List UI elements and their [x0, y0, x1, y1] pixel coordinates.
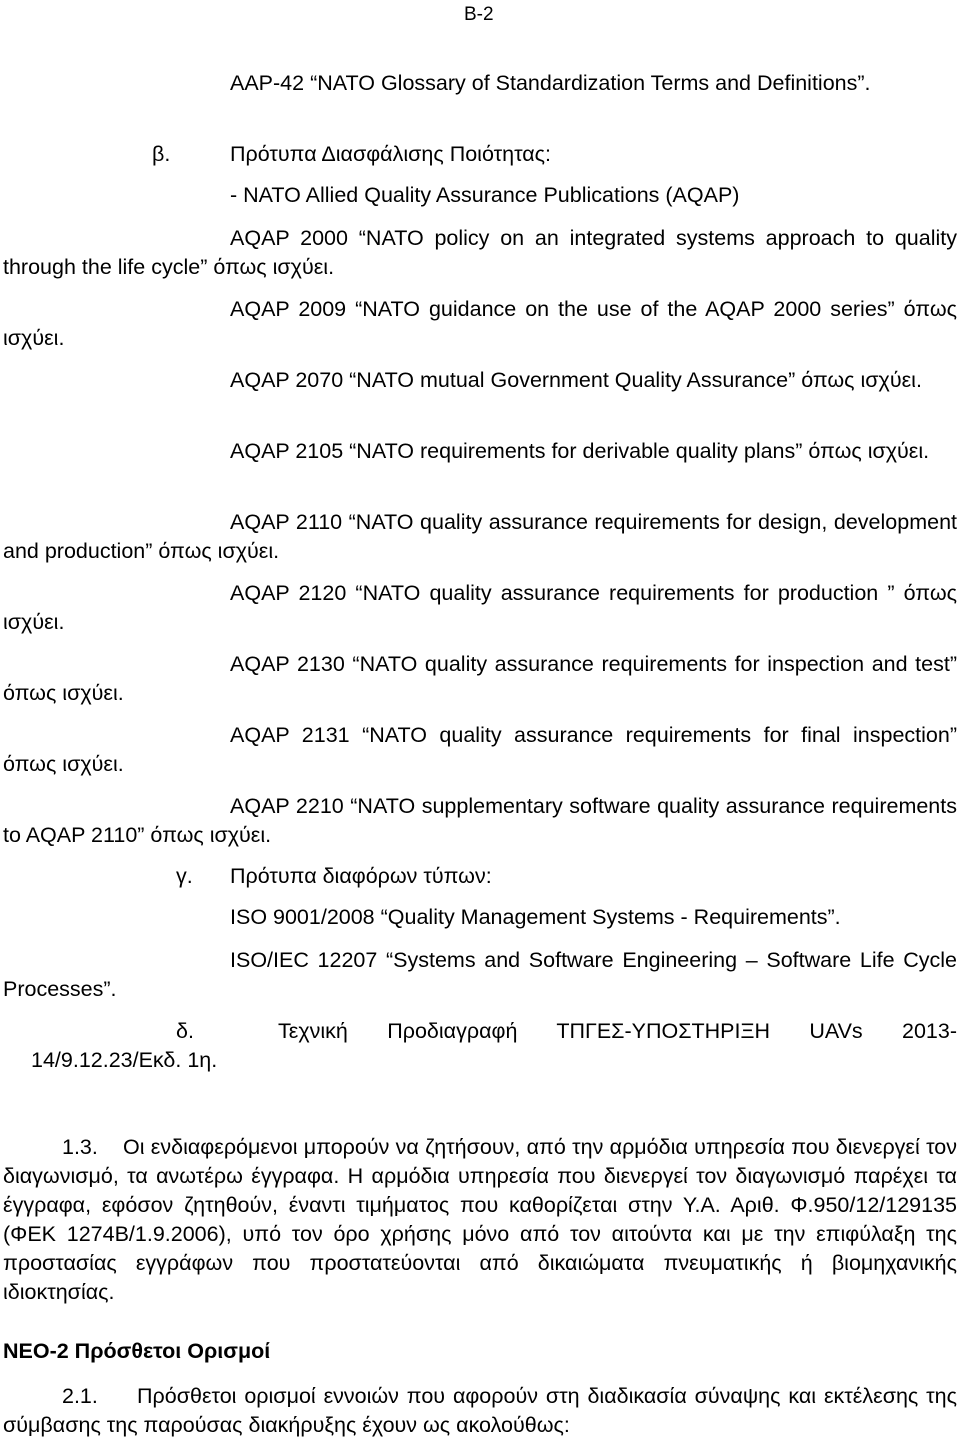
item-iso-9001: ISO 9001/2008 “Quality Management Systems - Requirements”. [230, 905, 841, 929]
section-1-3-text: Οι ενδιαφερόμενοι μπορούν να ζητήσουν, από την αρμόδια υπηρεσία που διενεργεί τον διαγωνισμό, τα ανωτέρω έγγραφα. Η αρμόδια υπηρεσία που διενεργεί τον διαγωνισμό παρέχει τα έγγραφα, εφόσον ζητηθούν, έναντι τιμήματος που καθορίζεται στην Υ.Α. Αριθ. Φ.950/12/129135 (ΦΕΚ 1274Β/1.9.2006), υπό τον όρο χρήσης μόνο από τον αιτούντα και με την επιφύλαξη της προστασίας εγγράφων που προστατεύονται από δικαιώματα πνευματικής ή βιομηχανικής ιδιοκτησίας. [3, 1135, 957, 1304]
section-number-2-1: 2.1. [62, 1384, 98, 1408]
item-aqap-2131: AQAP 2131 “NATO quality assurance requirements for final inspection” όπως ισχύει. [3, 723, 957, 776]
item-aqap-2210: AQAP 2210 “NATO supplementary software quality assurance requirements to AQAP 2110” όπως ισχύει. [3, 794, 957, 847]
page-number: B-2 [464, 4, 494, 25]
item-technical-spec: Τεχνική Προδιαγραφή ΤΠΓΕΣ-ΥΠΟΣΤΗΡΙΞΗ UAVs 2013- [278, 1019, 957, 1043]
section-2-1-text: Πρόσθετοι ορισμοί εννοιών που αφορούν στη διαδικασία σύναψης και εκτέλεσης της σύμβασης της παρούσας διακήρυξης έχουν ως ακολούθως: [3, 1384, 957, 1437]
item-aqap-2000: AQAP 2000 “NATO policy on an integrated systems approach to quality through the life cycle” όπως ισχύει. [3, 226, 957, 279]
item-aqap-2105: AQAP 2105 “NATO requirements for derivable quality plans” όπως ισχύει. [230, 439, 930, 463]
list-marker-beta: β. [152, 142, 171, 166]
item-other-standards: Πρότυπα διαφόρων τύπων: [230, 864, 492, 888]
list-marker-gamma: γ. [176, 864, 193, 888]
list-marker-delta: δ. [176, 1019, 194, 1043]
item-technical-spec-cont: 14/9.12.23/Εκδ. 1η. [31, 1048, 218, 1072]
section-number-1-3: 1.3. [62, 1135, 98, 1159]
item-aqap-publications: - NATO Allied Quality Assurance Publications (AQAP) [230, 183, 740, 207]
item-aqap-2130: AQAP 2130 “NATO quality assurance requirements for inspection and test” όπως ισχύει. [3, 652, 957, 705]
item-aqap-2110: AQAP 2110 “NATO quality assurance requirements for design, development and production” όπως ισχύει. [3, 510, 957, 563]
item-aqap-2009: AQAP 2009 “NATO guidance on the use of the AQAP 2000 series” όπως ισχύει. [3, 297, 957, 350]
item-aap42: AAP-42 “NATO Glossary of Standardization Terms and Definitions”. [230, 71, 871, 95]
item-iso-iec-12207: ISO/IEC 12207 “Systems and Software Engineering – Software Life Cycle Processes”. [3, 948, 957, 1001]
item-aqap-2070: AQAP 2070 “NATO mutual Government Quality Assurance” όπως ισχύει. [230, 368, 922, 392]
item-aqap-2120: AQAP 2120 “NATO quality assurance requirements for production ” όπως ισχύει. [3, 581, 957, 634]
section-heading-neo2: ΝΕΟ-2 Πρόσθετοι Ορισμοί [3, 1339, 271, 1363]
item-quality-assurance-standards: Πρότυπα Διασφάλισης Ποιότητας: [230, 142, 552, 166]
